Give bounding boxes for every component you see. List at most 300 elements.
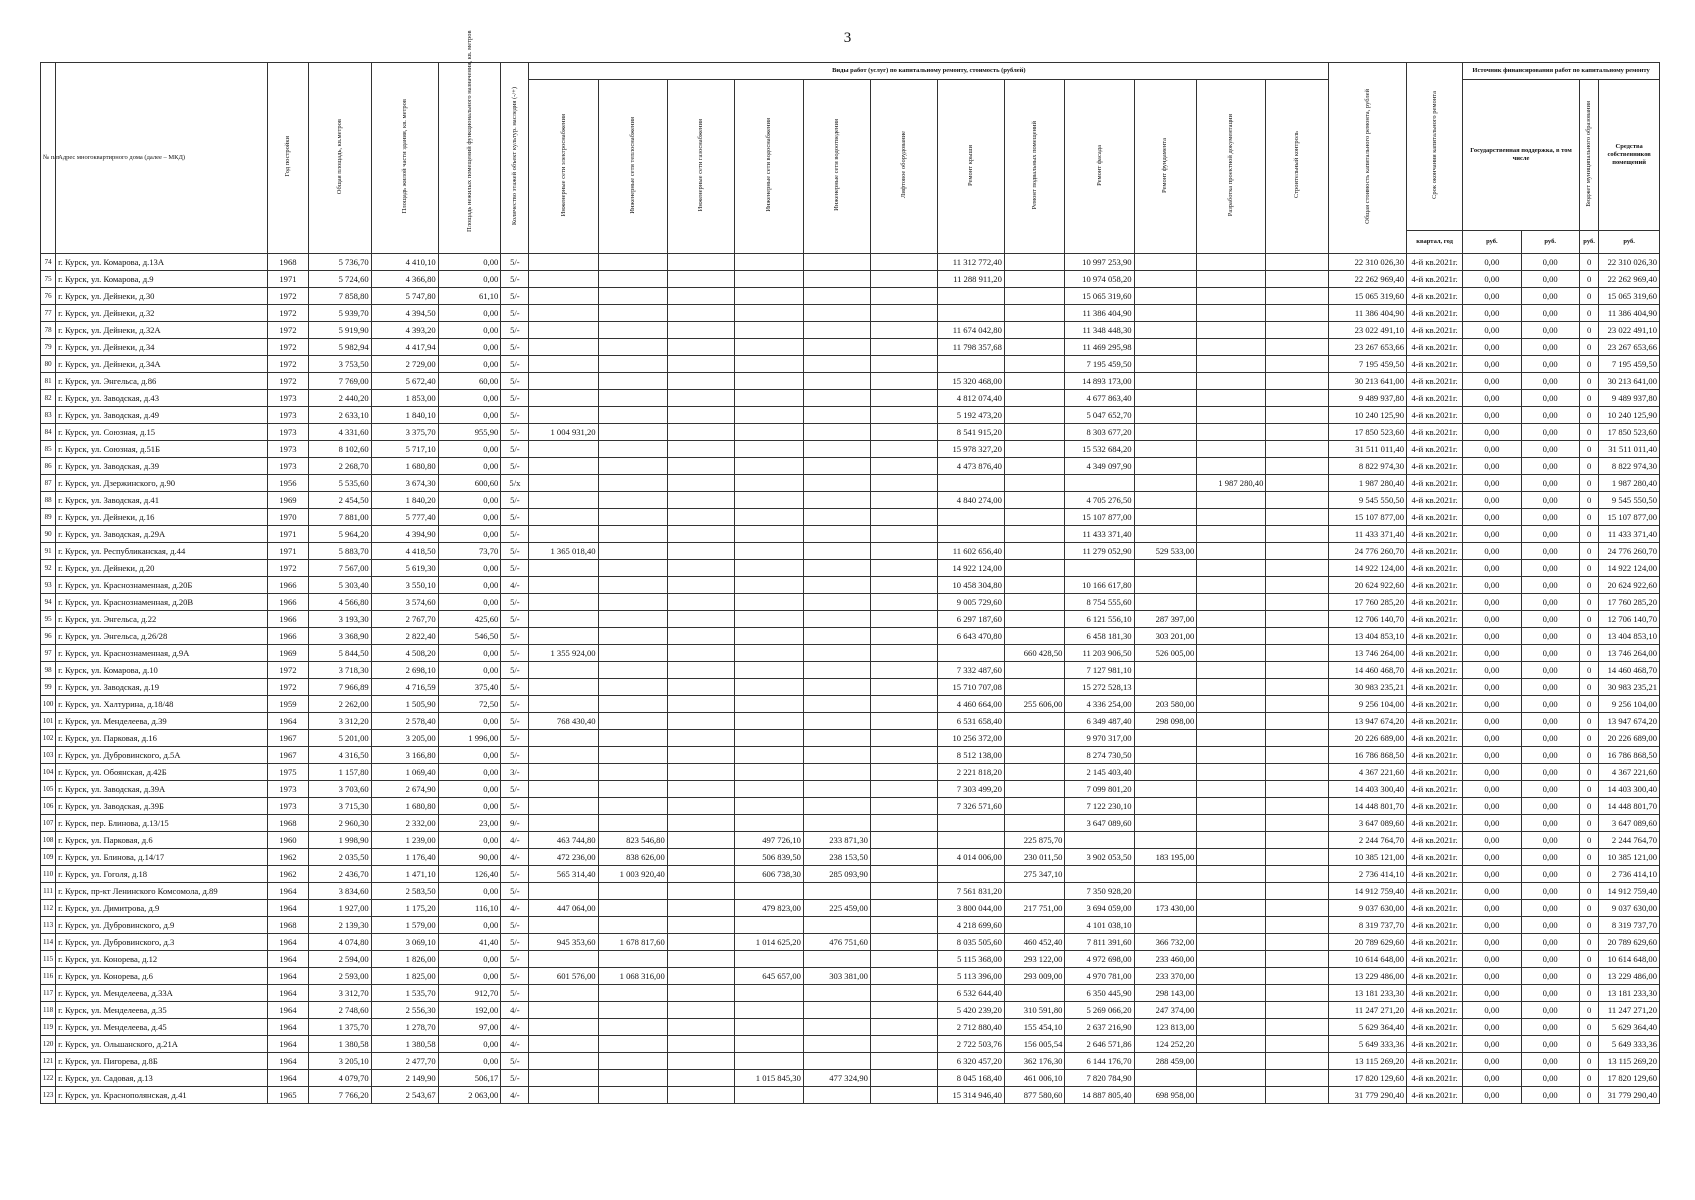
term-cell: 4-й кв.2021г. — [1407, 305, 1463, 322]
work-cost-cell — [598, 985, 667, 1002]
regional-cell: 0,00 — [1521, 1070, 1579, 1087]
total-area-cell: 5 939,70 — [309, 305, 372, 322]
col-year-header: Год постройки — [267, 63, 308, 254]
work-cost-cell: 463 744,80 — [529, 832, 598, 849]
work-cost-cell: 11 312 772,40 — [937, 254, 1004, 271]
row-number: 103 — [41, 747, 56, 764]
work-cost-cell — [1065, 475, 1134, 492]
address-cell: г. Курск, ул. Краснознаменная, д.9А — [56, 645, 268, 662]
table-row — [41, 543, 1660, 560]
work-cost-cell: 11 798 357,68 — [937, 339, 1004, 356]
finance-group-header: Источник финансирования работ по капитальному ремонту — [1463, 63, 1660, 80]
regional-cell: 0,00 — [1521, 1036, 1579, 1053]
address-cell: г. Курск, ул. Заводская, д.41 — [56, 492, 268, 509]
table-row — [41, 679, 1660, 696]
row-number: 79 — [41, 339, 56, 356]
municipal-cell: 0 — [1579, 849, 1598, 866]
work-cost-cell — [870, 951, 937, 968]
work-cost-cell — [870, 424, 937, 441]
year-cell: 1969 — [267, 492, 308, 509]
work-cost-cell: 10 458 304,80 — [937, 577, 1004, 594]
year-cell: 1972 — [267, 339, 308, 356]
total-cost-cell: 10 240 125,90 — [1329, 407, 1407, 424]
owners-cell: 10 240 125,90 — [1599, 407, 1660, 424]
fund-cell: 0,00 — [1463, 662, 1521, 679]
nonres-area-cell: 546,50 — [438, 628, 501, 645]
work-cost-cell — [1134, 373, 1197, 390]
term-cell: 4-й кв.2021г. — [1407, 1036, 1463, 1053]
table-row — [41, 730, 1660, 747]
floors-cell: 5/- — [501, 781, 529, 798]
floors-cell: 5/- — [501, 594, 529, 611]
work-cost-cell — [598, 1070, 667, 1087]
work-cost-cell — [598, 747, 667, 764]
work-cost-cell — [1004, 475, 1065, 492]
regional-cell: 0,00 — [1521, 917, 1579, 934]
owners-cell: 13 947 674,20 — [1599, 713, 1660, 730]
work-cost-cell — [1134, 475, 1197, 492]
term-cell: 4-й кв.2021г. — [1407, 917, 1463, 934]
work-cost-cell — [803, 577, 870, 594]
regional-cell: 0,00 — [1521, 730, 1579, 747]
owners-cell: 3 647 089,60 — [1599, 815, 1660, 832]
work-cost-cell — [870, 985, 937, 1002]
work-cost-cell — [1266, 288, 1329, 305]
unit-municipal: руб. — [1579, 231, 1598, 254]
work-cost-cell — [1266, 424, 1329, 441]
table-row — [41, 254, 1660, 271]
total-area-cell: 3 368,90 — [309, 628, 372, 645]
work-cost-cell — [870, 509, 937, 526]
work-cost-cell — [870, 645, 937, 662]
address-cell: г. Курск, ул. Конорева, д.12 — [56, 951, 268, 968]
work-cost-cell — [803, 696, 870, 713]
work-cost-cell — [870, 322, 937, 339]
row-number: 94 — [41, 594, 56, 611]
year-cell: 1964 — [267, 985, 308, 1002]
work-cost-cell — [1197, 305, 1266, 322]
address-cell: г. Курск, ул. Заводская, д.39 — [56, 458, 268, 475]
work-cost-cell — [667, 322, 734, 339]
municipal-cell: 0 — [1579, 934, 1598, 951]
regional-cell: 0,00 — [1521, 849, 1579, 866]
work-cost-cell — [1197, 900, 1266, 917]
work-cost-cell: 183 195,00 — [1134, 849, 1197, 866]
work-cost-cell: 7 195 459,50 — [1065, 356, 1134, 373]
year-cell: 1972 — [267, 305, 308, 322]
total-area-cell: 1 157,80 — [309, 764, 372, 781]
owners-cell: 15 065 319,60 — [1599, 288, 1660, 305]
work-cost-cell: 15 314 946,40 — [937, 1087, 1004, 1104]
work-cost-cell: 298 098,00 — [1134, 713, 1197, 730]
work-cost-cell — [1197, 815, 1266, 832]
living-area-cell: 2 332,00 — [371, 815, 438, 832]
work-cost-cell — [803, 441, 870, 458]
work-cost-cell: 233 460,00 — [1134, 951, 1197, 968]
year-cell: 1964 — [267, 1053, 308, 1070]
municipal-cell: 0 — [1579, 747, 1598, 764]
fund-cell: 0,00 — [1463, 594, 1521, 611]
regional-cell: 0,00 — [1521, 713, 1579, 730]
total-cost-cell: 24 776 260,70 — [1329, 543, 1407, 560]
table-row — [41, 509, 1660, 526]
total-cost-cell: 20 789 629,60 — [1329, 934, 1407, 951]
work-cost-cell — [1197, 934, 1266, 951]
work-cost-cell — [1266, 1087, 1329, 1104]
works-group-header: Виды работ (услуг) по капитальному ремонту, стоимость (рублей) — [529, 63, 1329, 80]
work-cost-cell: 1 014 625,20 — [734, 934, 803, 951]
work-cost-cell: 15 272 528,13 — [1065, 679, 1134, 696]
regional-cell: 0,00 — [1521, 985, 1579, 1002]
work-cost-cell — [1266, 1002, 1329, 1019]
work-cost-cell — [529, 305, 598, 322]
work-cost-cell: 6 144 176,70 — [1065, 1053, 1134, 1070]
total-area-cell: 5 201,00 — [309, 730, 372, 747]
work-cost-cell: 472 236,00 — [529, 849, 598, 866]
work-cost-cell — [1197, 645, 1266, 662]
address-cell: г. Курск, ул. Дейнеки, д.30 — [56, 288, 268, 305]
total-area-cell: 3 718,30 — [309, 662, 372, 679]
work-cost-cell — [529, 577, 598, 594]
work-cost-cell: 247 374,00 — [1134, 1002, 1197, 1019]
work-cost-cell — [1197, 866, 1266, 883]
work-cost-cell: 366 732,00 — [1134, 934, 1197, 951]
work-cost-cell: 460 452,40 — [1004, 934, 1065, 951]
total-cost-cell: 2 244 764,70 — [1329, 832, 1407, 849]
year-cell: 1973 — [267, 781, 308, 798]
work-cost-cell: 7 811 391,60 — [1065, 934, 1134, 951]
work-cost-cell — [667, 662, 734, 679]
term-cell: 4-й кв.2021г. — [1407, 339, 1463, 356]
work-cost-cell — [803, 390, 870, 407]
owners-cell: 9 037 630,00 — [1599, 900, 1660, 917]
living-area-cell: 1 505,90 — [371, 696, 438, 713]
address-cell: г. Курск, ул. Заводская, д.43 — [56, 390, 268, 407]
work-cost-cell: 5 192 473,20 — [937, 407, 1004, 424]
regional-cell: 0,00 — [1521, 254, 1579, 271]
work-cost-cell — [1266, 1053, 1329, 1070]
work-cost-cell: 1 003 920,40 — [598, 866, 667, 883]
term-cell: 4-й кв.2021г. — [1407, 985, 1463, 1002]
work-cost-cell — [803, 628, 870, 645]
row-number: 98 — [41, 662, 56, 679]
term-cell: 4-й кв.2021г. — [1407, 390, 1463, 407]
work-cost-cell — [598, 458, 667, 475]
regional-cell: 0,00 — [1521, 441, 1579, 458]
work-cost-cell — [1197, 509, 1266, 526]
work-cost-cell: 11 386 404,90 — [1065, 305, 1134, 322]
work-cost-cell — [1197, 798, 1266, 815]
work-cost-cell — [870, 390, 937, 407]
work-cost-cell — [1134, 832, 1197, 849]
work-cost-cell — [1197, 968, 1266, 985]
work-cost-cell — [1266, 594, 1329, 611]
work-cost-cell — [1266, 934, 1329, 951]
work-cost-cell — [870, 1053, 937, 1070]
address-cell: г. Курск, ул. Комарова, д.10 — [56, 662, 268, 679]
work-cost-cell: 7 099 801,20 — [1065, 781, 1134, 798]
nonres-area-cell: 0,00 — [438, 951, 501, 968]
term-cell: 4-й кв.2021г. — [1407, 679, 1463, 696]
owners-cell: 13 115 269,20 — [1599, 1053, 1660, 1070]
work-cost-cell: 230 011,50 — [1004, 849, 1065, 866]
regional-cell: 0,00 — [1521, 373, 1579, 390]
col-total-cost-header: Общая стоимость капитального ремонта, рублей — [1329, 63, 1407, 254]
work-cost-cell — [667, 424, 734, 441]
table-body — [41, 254, 1660, 1104]
row-number: 76 — [41, 288, 56, 305]
work-cost-cell — [870, 339, 937, 356]
work-cost-cell — [1197, 339, 1266, 356]
total-area-cell: 5 919,90 — [309, 322, 372, 339]
fund-cell: 0,00 — [1463, 866, 1521, 883]
work-cost-cell — [1004, 560, 1065, 577]
work-cost-cell — [667, 594, 734, 611]
address-cell: г. Курск, ул. Краснополянская, д.41 — [56, 1087, 268, 1104]
work-cost-cell — [1004, 577, 1065, 594]
work-cost-cell — [1134, 271, 1197, 288]
year-cell: 1964 — [267, 900, 308, 917]
work-cost-cell: 275 347,10 — [1004, 866, 1065, 883]
work-cost-cell — [667, 900, 734, 917]
table-row — [41, 662, 1660, 679]
work-cost-cell — [1004, 747, 1065, 764]
term-cell: 4-й кв.2021г. — [1407, 713, 1463, 730]
term-cell: 4-й кв.2021г. — [1407, 662, 1463, 679]
total-cost-cell: 2 736 414,10 — [1329, 866, 1407, 883]
year-cell: 1967 — [267, 747, 308, 764]
year-cell: 1968 — [267, 917, 308, 934]
living-area-cell: 1 680,80 — [371, 458, 438, 475]
work-col-header: Строительный контроль — [1266, 80, 1329, 254]
work-cost-cell — [1004, 730, 1065, 747]
work-cost-cell — [667, 985, 734, 1002]
living-area-cell: 1 840,10 — [371, 407, 438, 424]
municipal-cell: 0 — [1579, 458, 1598, 475]
work-cost-cell — [667, 475, 734, 492]
work-cost-cell — [667, 832, 734, 849]
municipal-cell: 0 — [1579, 339, 1598, 356]
work-cost-cell — [870, 764, 937, 781]
work-cost-cell — [1004, 458, 1065, 475]
work-cost-cell: 124 252,20 — [1134, 1036, 1197, 1053]
work-cost-cell: 8 512 138,00 — [937, 747, 1004, 764]
work-cost-cell: 6 320 457,20 — [937, 1053, 1004, 1070]
row-number: 90 — [41, 526, 56, 543]
col-living-area-header: Площадь жилой части здания, кв. метров — [371, 63, 438, 254]
work-cost-cell — [734, 883, 803, 900]
term-cell: 4-й кв.2021г. — [1407, 1053, 1463, 1070]
year-cell: 1968 — [267, 815, 308, 832]
floors-cell: 5/- — [501, 424, 529, 441]
work-cost-cell — [1134, 798, 1197, 815]
fund-cell: 0,00 — [1463, 305, 1521, 322]
living-area-cell: 1 278,70 — [371, 1019, 438, 1036]
municipal-cell: 0 — [1579, 1070, 1598, 1087]
row-number: 82 — [41, 390, 56, 407]
living-area-cell: 1 826,00 — [371, 951, 438, 968]
municipal-cell: 0 — [1579, 713, 1598, 730]
work-cost-cell — [803, 322, 870, 339]
year-cell: 1973 — [267, 390, 308, 407]
address-cell: г. Курск, ул. Краснознаменная, д.20Б — [56, 577, 268, 594]
term-cell: 4-й кв.2021г. — [1407, 696, 1463, 713]
col-term-header: Срок окончания капитального ремонта — [1407, 63, 1463, 231]
work-cost-cell — [529, 764, 598, 781]
work-cost-cell — [598, 441, 667, 458]
owners-cell: 11 433 371,40 — [1599, 526, 1660, 543]
total-area-cell: 7 769,00 — [309, 373, 372, 390]
regional-cell: 0,00 — [1521, 458, 1579, 475]
work-cost-cell — [1266, 356, 1329, 373]
work-cost-cell — [734, 288, 803, 305]
fund-cell: 0,00 — [1463, 679, 1521, 696]
row-number: 111 — [41, 883, 56, 900]
work-cost-cell: 1 355 924,00 — [529, 645, 598, 662]
work-cost-cell: 155 454,10 — [1004, 1019, 1065, 1036]
table-row — [41, 815, 1660, 832]
work-cost-cell — [1266, 679, 1329, 696]
nonres-area-cell: 41,40 — [438, 934, 501, 951]
municipal-cell: 0 — [1579, 866, 1598, 883]
floors-cell: 5/- — [501, 543, 529, 560]
total-cost-cell: 5 649 333,36 — [1329, 1036, 1407, 1053]
work-cost-cell: 823 546,80 — [598, 832, 667, 849]
fund-cell: 0,00 — [1463, 815, 1521, 832]
living-area-cell: 4 716,59 — [371, 679, 438, 696]
work-cost-cell — [1004, 628, 1065, 645]
address-cell: г. Курск, ул. Менделеева, д.35 — [56, 1002, 268, 1019]
table-row — [41, 764, 1660, 781]
address-cell: г. Курск, ул. Менделеева, д.45 — [56, 1019, 268, 1036]
living-area-cell: 1 175,20 — [371, 900, 438, 917]
year-cell: 1973 — [267, 407, 308, 424]
work-cost-cell — [529, 1053, 598, 1070]
floors-cell: 5/- — [501, 339, 529, 356]
work-cost-cell — [734, 543, 803, 560]
work-cost-cell — [1197, 441, 1266, 458]
work-col-header: Ремонт крыши — [937, 80, 1004, 254]
work-cost-cell — [1134, 917, 1197, 934]
work-cost-cell — [1197, 543, 1266, 560]
work-cost-cell — [870, 560, 937, 577]
fund-cell: 0,00 — [1463, 781, 1521, 798]
year-cell: 1971 — [267, 543, 308, 560]
owners-cell: 14 460 468,70 — [1599, 662, 1660, 679]
total-area-cell: 2 035,50 — [309, 849, 372, 866]
total-cost-cell: 15 107 877,00 — [1329, 509, 1407, 526]
work-cost-cell: 8 274 730,50 — [1065, 747, 1134, 764]
owners-cell: 2 244 764,70 — [1599, 832, 1660, 849]
term-cell: 4-й кв.2021г. — [1407, 271, 1463, 288]
living-area-cell: 4 410,10 — [371, 254, 438, 271]
work-cost-cell — [598, 560, 667, 577]
work-cost-cell — [734, 492, 803, 509]
work-cost-cell — [870, 526, 937, 543]
work-cost-cell: 14 887 805,40 — [1065, 1087, 1134, 1104]
floors-cell: 5/- — [501, 798, 529, 815]
living-area-cell: 2 729,00 — [371, 356, 438, 373]
work-cost-cell — [1197, 951, 1266, 968]
work-cost-cell — [734, 985, 803, 1002]
work-cost-cell — [803, 356, 870, 373]
floors-cell: 5/- — [501, 373, 529, 390]
owners-cell: 13 181 233,30 — [1599, 985, 1660, 1002]
work-cost-cell: 9 005 729,60 — [937, 594, 1004, 611]
work-cost-cell — [870, 713, 937, 730]
term-cell: 4-й кв.2021г. — [1407, 883, 1463, 900]
work-cost-cell — [667, 1053, 734, 1070]
year-cell: 1972 — [267, 322, 308, 339]
work-cost-cell — [803, 1087, 870, 1104]
work-cost-cell — [1197, 985, 1266, 1002]
total-cost-cell: 5 629 364,40 — [1329, 1019, 1407, 1036]
living-area-cell: 2 556,30 — [371, 1002, 438, 1019]
row-number: 93 — [41, 577, 56, 594]
municipal-cell: 0 — [1579, 475, 1598, 492]
total-cost-cell: 13 229 486,00 — [1329, 968, 1407, 985]
work-cost-cell: 1 365 018,40 — [529, 543, 598, 560]
owners-cell: 30 213 641,00 — [1599, 373, 1660, 390]
work-cost-cell: 1 015 845,30 — [734, 1070, 803, 1087]
year-cell: 1972 — [267, 679, 308, 696]
work-cost-cell — [1197, 594, 1266, 611]
table-row — [41, 900, 1660, 917]
nonres-area-cell: 0,00 — [438, 407, 501, 424]
work-cost-cell — [598, 611, 667, 628]
row-number: 100 — [41, 696, 56, 713]
row-number: 85 — [41, 441, 56, 458]
year-cell: 1972 — [267, 288, 308, 305]
work-cost-cell — [937, 356, 1004, 373]
work-cost-cell — [870, 288, 937, 305]
total-cost-cell: 22 310 026,30 — [1329, 254, 1407, 271]
address-cell: г. Курск, ул. Менделеева, д.33А — [56, 985, 268, 1002]
work-cost-cell: 11 602 656,40 — [937, 543, 1004, 560]
work-cost-cell — [937, 832, 1004, 849]
total-area-cell: 4 074,80 — [309, 934, 372, 951]
total-cost-cell: 8 822 974,30 — [1329, 458, 1407, 475]
table-row — [41, 458, 1660, 475]
work-cost-cell: 217 751,00 — [1004, 900, 1065, 917]
term-cell: 4-й кв.2021г. — [1407, 1002, 1463, 1019]
term-cell: 4-й кв.2021г. — [1407, 543, 1463, 560]
work-cost-cell — [598, 322, 667, 339]
page-number: 3 — [843, 30, 852, 46]
work-cost-cell: 10 997 253,90 — [1065, 254, 1134, 271]
work-cost-cell — [529, 373, 598, 390]
work-cost-cell — [1134, 662, 1197, 679]
total-cost-cell: 7 195 459,50 — [1329, 356, 1407, 373]
nonres-area-cell: 0,00 — [438, 713, 501, 730]
work-cost-cell — [734, 594, 803, 611]
work-cost-cell: 10 166 617,80 — [1065, 577, 1134, 594]
regional-cell: 0,00 — [1521, 628, 1579, 645]
work-cost-cell — [803, 611, 870, 628]
work-cost-cell — [1266, 577, 1329, 594]
floors-cell: 9/- — [501, 815, 529, 832]
work-cost-cell — [529, 509, 598, 526]
floors-cell: 5/- — [501, 1070, 529, 1087]
work-cost-cell — [803, 339, 870, 356]
work-cost-cell — [1004, 594, 1065, 611]
owners-cell: 13 229 486,00 — [1599, 968, 1660, 985]
work-cost-cell — [1266, 526, 1329, 543]
work-cost-cell — [529, 951, 598, 968]
work-cost-cell — [1266, 254, 1329, 271]
year-cell: 1972 — [267, 356, 308, 373]
work-cost-cell — [598, 951, 667, 968]
